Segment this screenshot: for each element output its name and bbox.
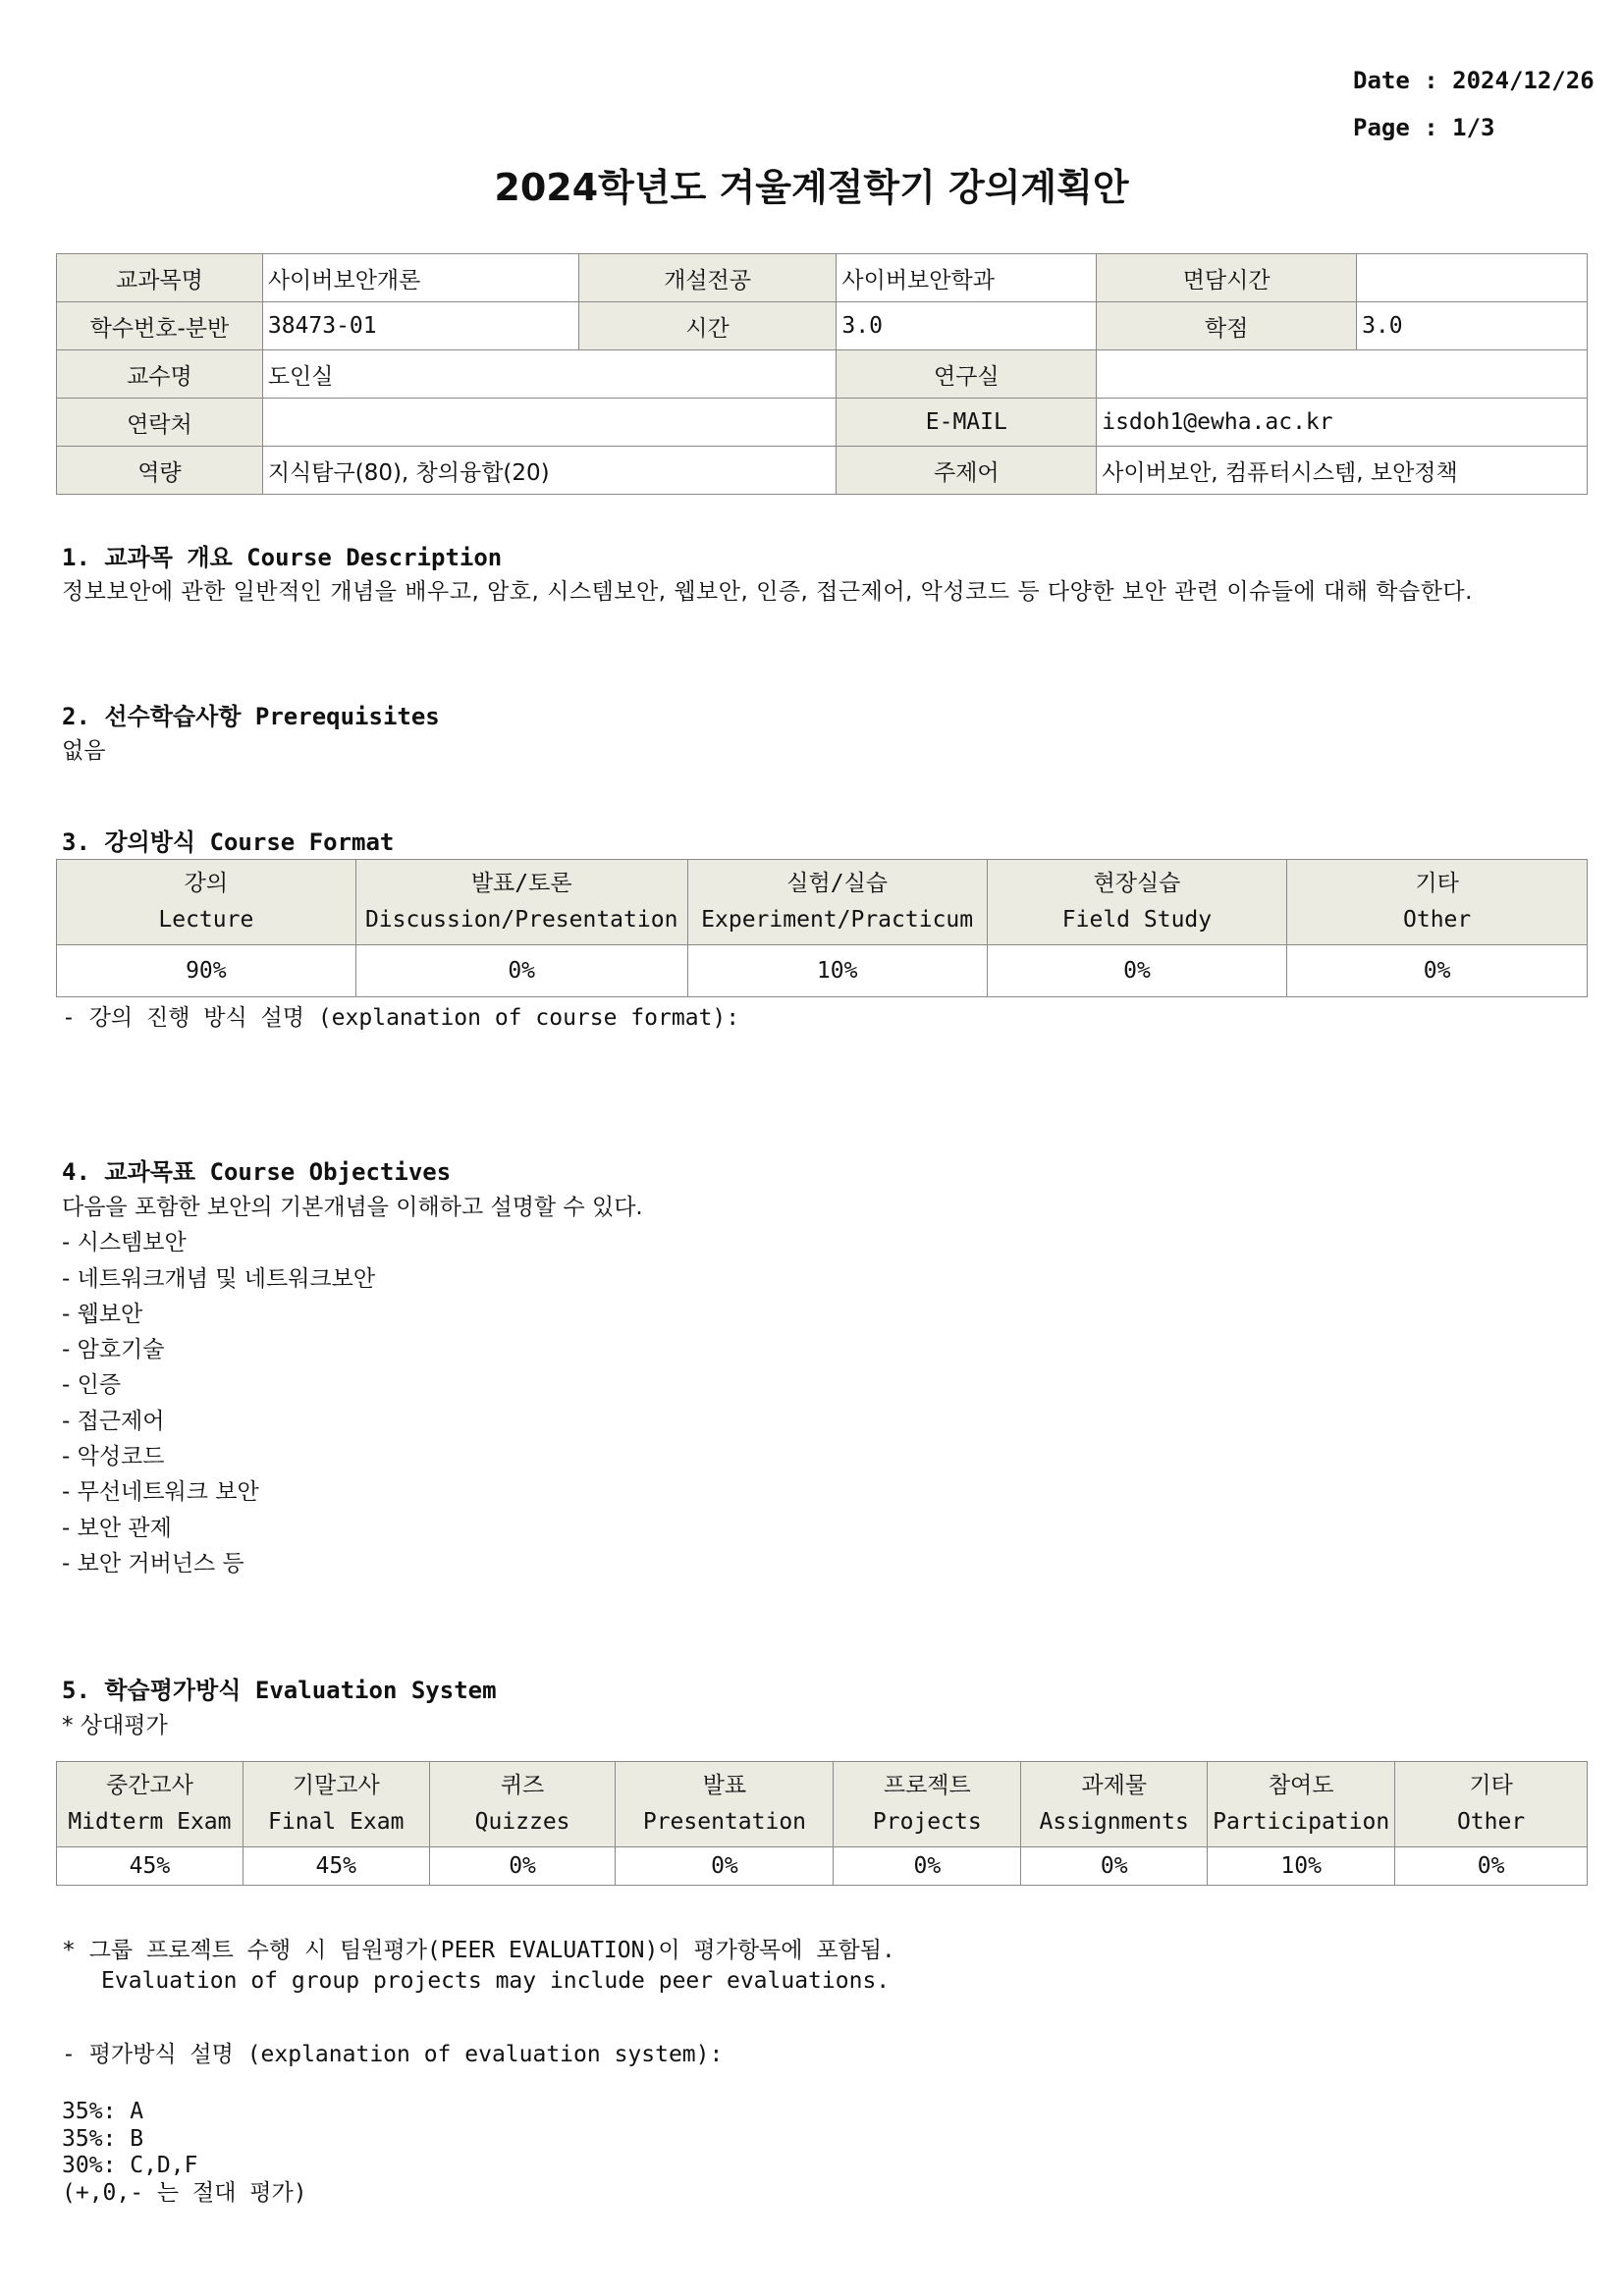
grade-line: 30%: C,D,F (62, 2153, 198, 2178)
format-value-other: 0% (1287, 945, 1588, 997)
eval-header-ko: 퀴즈 (500, 1773, 545, 1798)
course-no-label: 학수번호-분반 (57, 302, 263, 350)
format-header-en: Other (1403, 907, 1472, 933)
list-item: - 접근제어 (62, 1408, 165, 1434)
grade-line: 35%: A (62, 2099, 144, 2124)
eval-header-ko: 기타 (1469, 1773, 1513, 1798)
format-header-lecture (57, 860, 356, 945)
section-3-heading: 3. 강의방식 Course Format (62, 828, 395, 856)
format-header-en: Discussion/Presentation (364, 907, 678, 933)
format-header-experiment (687, 860, 987, 945)
objectives-intro: 다음을 포함한 보안의 기본개념을 이해하고 설명할 수 있다. (62, 1195, 643, 1220)
table-row (57, 254, 1588, 302)
eval-header-midterm (57, 1762, 243, 1847)
dept-label: 개설전공 (578, 254, 837, 302)
professor-value: 도인실 (262, 350, 837, 399)
lab-label: 연구실 (837, 350, 1097, 399)
office-hours-label: 면담시간 (1097, 254, 1357, 302)
eval-header-en: Final Exam (268, 1809, 405, 1835)
grade-line: 35%: B (62, 2125, 144, 2152)
competency-label: 역량 (57, 447, 263, 495)
hours-value: 3.0 (837, 302, 1097, 350)
table-row (57, 302, 1588, 350)
relative-grading-note: * 상대평가 (62, 1713, 168, 1738)
keywords-value: 사이버보안, 컴퓨터시스템, 보안정책 (1097, 447, 1588, 495)
list-item: - 무선네트워크 보안 (62, 1479, 259, 1506)
format-value-discussion: 0% (355, 945, 687, 997)
format-header-field-study (987, 860, 1287, 945)
table-row (57, 1847, 1588, 1886)
keywords-label: 주제어 (837, 447, 1097, 495)
eval-header-en: Presentation (642, 1809, 807, 1835)
eval-header-ko: 과제물 (1081, 1773, 1148, 1798)
table-row (57, 1762, 1588, 1847)
format-explanation: - 강의 진행 방식 설명 (explanation of course format): (62, 1005, 740, 1031)
eval-value-final: 45% (243, 1847, 429, 1886)
page-title: 2024학년도 겨울계절학기 강의계획안 (494, 166, 1129, 209)
section-2-heading: 2. 선수학습사항 Prerequisites (62, 703, 440, 730)
eval-header-en: Midterm Exam (68, 1809, 232, 1835)
table-row (57, 350, 1588, 399)
eval-value-participation: 10% (1208, 1847, 1395, 1886)
format-header-en: Field Study (1061, 907, 1213, 933)
format-header-en: Lecture (158, 907, 254, 933)
course-description: 정보보안에 관한 일반적인 개념을 배우고, 암호, 시스템보안, 웹보안, 인증, 접근제어, 악성코드 등 다양한 보안 관련 이슈들에 대해 학습한다. (62, 579, 1473, 605)
eval-header-assignments (1021, 1762, 1208, 1847)
evaluation-explanation: - 평가방식 설명 (explanation of evaluation system): (62, 2042, 724, 2067)
course-name-value: 사이버보안개론 (262, 254, 578, 302)
list-item: - 네트워크개념 및 네트워크보안 (62, 1265, 376, 1292)
eval-header-ko: 발표 (702, 1773, 747, 1798)
eval-header-en: Other (1456, 1809, 1526, 1835)
eval-header-en: Participation (1213, 1809, 1390, 1835)
eval-header-ko: 기말고사 (292, 1773, 380, 1798)
grade-line: (+,0,- 는 절대 평가) (62, 2179, 307, 2206)
table-row (57, 945, 1588, 997)
eval-value-midterm: 45% (57, 1847, 243, 1886)
list-item: - 암호기술 (62, 1337, 165, 1363)
format-header-other (1287, 860, 1588, 945)
eval-header-en: Quizzes (474, 1809, 570, 1835)
eval-header-en: Assignments (1039, 1809, 1189, 1835)
course-name-label: 교과목명 (57, 254, 263, 302)
objectives-list (62, 1190, 643, 1581)
eval-header-ko: 프로젝트 (883, 1773, 971, 1798)
eval-header-presentation (616, 1762, 834, 1847)
format-header-discussion (355, 860, 687, 945)
table-row (57, 399, 1588, 447)
credits-value: 3.0 (1357, 302, 1588, 350)
dept-value: 사이버보안학과 (837, 254, 1097, 302)
course-no-value: 38473-01 (262, 302, 578, 350)
grade-distribution (62, 2099, 307, 2207)
email-value[interactable]: isdoh1@ewha.ac.kr (1097, 399, 1588, 447)
section-1-heading: 1. 교과목 개요 Course Description (62, 544, 503, 571)
section-5-heading: 5. 학습평가방식 Evaluation System (62, 1677, 497, 1704)
hours-label: 시간 (578, 302, 837, 350)
eval-header-participation (1208, 1762, 1395, 1847)
professor-label: 교수명 (57, 350, 263, 399)
eval-header-other (1395, 1762, 1588, 1847)
eval-value-quizzes: 0% (429, 1847, 616, 1886)
evaluation-table (56, 1761, 1588, 1886)
office-hours-value (1357, 254, 1588, 302)
format-value-lecture: 90% (57, 945, 356, 997)
credits-label: 학점 (1097, 302, 1357, 350)
format-value-experiment: 10% (687, 945, 987, 997)
competency-value: 지식탐구(80), 창의융합(20) (262, 447, 837, 495)
table-row (57, 447, 1588, 495)
list-item: - 웹보안 (62, 1301, 143, 1327)
format-header-ko: 현장실습 (1093, 871, 1181, 896)
list-item: - 시스템보안 (62, 1230, 187, 1256)
eval-value-projects: 0% (834, 1847, 1021, 1886)
page-number: Page : 1/3 (1353, 114, 1495, 141)
list-item: - 보안 거버넌스 등 (62, 1550, 244, 1576)
table-row (57, 860, 1588, 945)
format-header-ko: 강의 (184, 871, 229, 896)
eval-header-quizzes (429, 1762, 616, 1847)
eval-value-other: 0% (1395, 1847, 1588, 1886)
peer-evaluation-note: * 그룹 프로젝트 수행 시 팀원평가(PEER EVALUATION)이 평가항목에 포함됨. (62, 1938, 895, 1963)
eval-header-final (243, 1762, 429, 1847)
course-format-table (56, 859, 1588, 997)
document-date: Date : 2024/12/26 (1353, 67, 1595, 94)
eval-header-projects (834, 1762, 1021, 1847)
contact-label: 연락처 (57, 399, 263, 447)
lab-value (1097, 350, 1588, 399)
list-item: - 보안 관제 (62, 1515, 172, 1541)
contact-value (262, 399, 837, 447)
course-info-table (56, 253, 1588, 495)
list-item: - 악성코드 (62, 1444, 165, 1470)
format-header-ko: 기타 (1415, 871, 1459, 896)
eval-header-ko: 중간고사 (105, 1773, 193, 1798)
section-4-heading: 4. 교과목표 Course Objectives (62, 1158, 452, 1186)
format-value-field-study: 0% (987, 945, 1287, 997)
format-header-en: Experiment/Practicum (701, 907, 974, 933)
format-header-ko: 실험/실습 (786, 871, 889, 896)
email-label: E-MAIL (837, 399, 1097, 447)
format-header-ko: 발표/토론 (470, 871, 572, 896)
peer-evaluation-note-en: Evaluation of group projects may include peer evaluations. (101, 1968, 891, 1994)
eval-header-ko: 참여도 (1268, 1773, 1334, 1798)
list-item: - 인증 (62, 1372, 122, 1399)
eval-value-presentation: 0% (616, 1847, 834, 1886)
eval-value-assignments: 0% (1021, 1847, 1208, 1886)
eval-header-en: Projects (872, 1809, 982, 1835)
prerequisites: 없음 (62, 738, 106, 764)
